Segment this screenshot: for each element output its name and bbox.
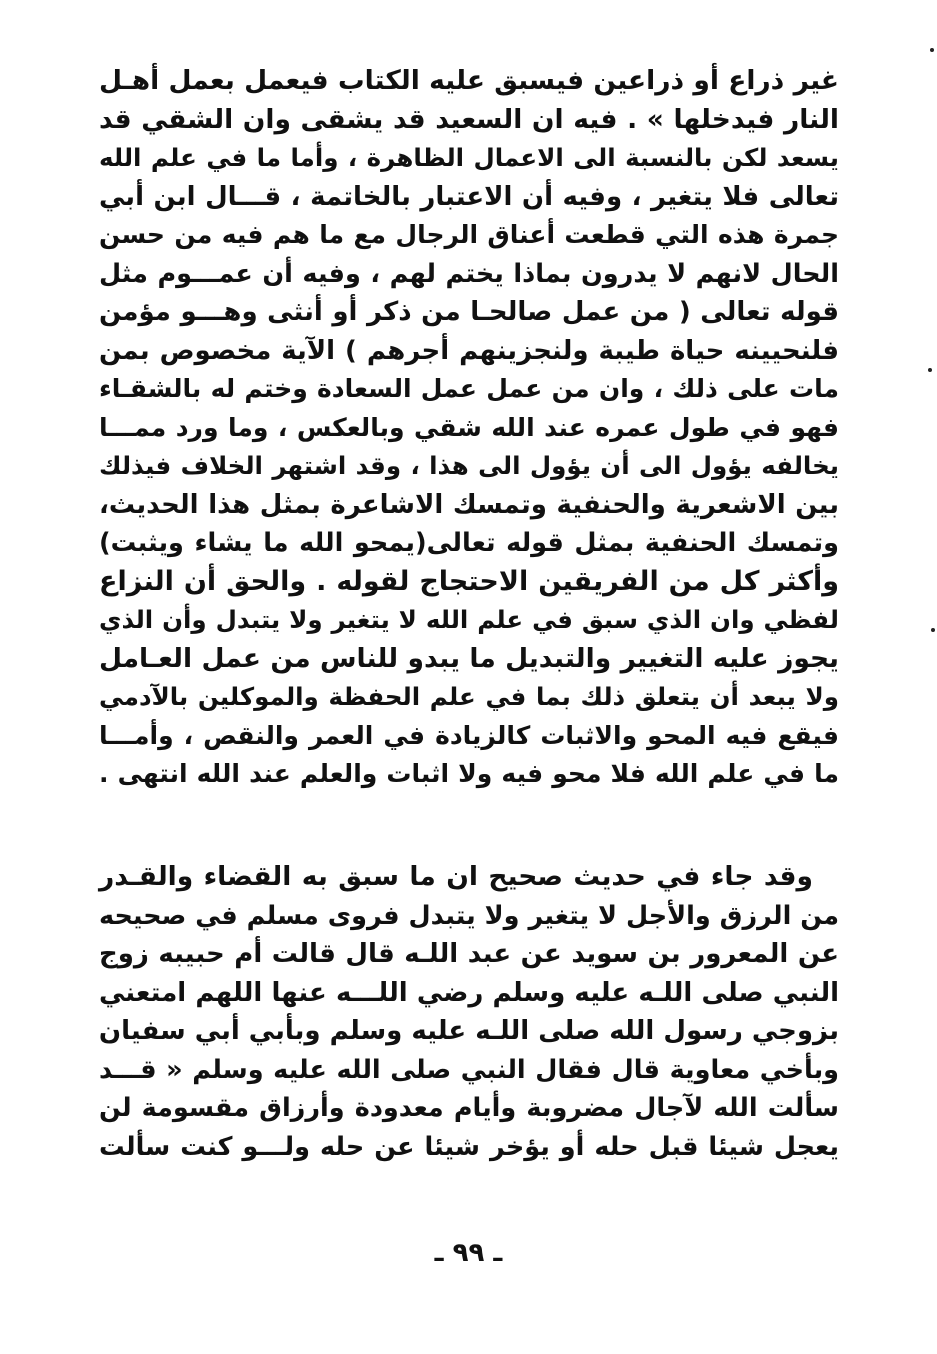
- text-line: ما في علم الله فلا محو فيه ولا اثبات والعلم عند الله انتهى .: [99, 759, 839, 788]
- paragraph-1: [99, 62, 839, 794]
- text-line: قوله تعالى ( من عمل صالحـا من ذكر أو أنثى وهـــو مؤمن: [99, 297, 839, 327]
- text-line: يخالفه يؤول الى أن يؤول الى هذا ، وقد اشتهر الخلاف فيذلك: [99, 451, 839, 480]
- text-line: يسعد لكن بالنسبة الى الاعمال الظاهرة ، وأما ما في علم الله: [99, 143, 839, 172]
- scan-speck: [928, 368, 932, 372]
- text-line: النار فيدخلها » . فيه ان السعيد قد يشقى وان الشقي قد: [99, 103, 839, 135]
- text-line: جمرة هذه التي قطعت أعناق الرجال مع ما هم فيه من حسن: [99, 220, 839, 249]
- scan-speck: [931, 628, 935, 632]
- text-line: من الرزق والأجل لا يتغير ولا يتبدل فروى مسلم في صحيحه: [99, 900, 839, 931]
- paragraph-2: [99, 858, 839, 1166]
- text-line: تعالى فلا يتغير ، وفيه أن الاعتبار بالخاتمة ، قـــال ابن أبي: [99, 181, 839, 212]
- text-line: وبأخي معاوية قال فقال النبي صلى الله عليه وسلم « قـــد: [99, 1054, 839, 1085]
- text-line: الحال لانهم لا يدرون بماذا يختم لهم ، وفيه أن عمـــوم مثل: [99, 258, 839, 289]
- page-number: ـ ٩٩ ـ: [434, 1238, 503, 1268]
- text-line: ولا يبعد أن يتعلق ذلك بما في علم الحفظة والموكلين بالآدمي: [99, 682, 839, 711]
- text-line: فهو في طول عمره عند الله شقي وبالعكس ، وما ورد ممـــا: [99, 412, 839, 442]
- text-line: لفظي وان الذي سبق في علم الله لا يتغير ولا يتبدل وأن الذي: [99, 605, 839, 634]
- text-line: يجوز عليه التغيير والتبديل ما يبدو للناس من عمل العـامل: [99, 642, 839, 674]
- text-line: بزوجي رسول الله صلى اللـه عليه وسلم وبأبي أبي سفيان: [98, 1016, 839, 1046]
- text-line: بين الاشعرية والحنفية وتمسك الاشاعرة بمثل هذا الحديث،: [99, 489, 839, 520]
- text-line: النبي صلى اللـه عليه وسلم رضي اللـــه عنها اللهم امتعني: [99, 977, 839, 1008]
- text-line: سألت الله لآجال مضروبة وأيام معدودة وأرزاق مقسومة لن: [99, 1093, 839, 1123]
- text-line: وتمسك الحنفية بمثل قوله تعالى(يمحو الله ما يشاء ويثبت): [99, 528, 839, 558]
- text-line: عن المعرور بن سويد عن عبد اللـه قال قالت أم حبيبه زوج: [99, 939, 839, 969]
- text-line: فيقع فيه المحو والاثبات كالزيادة في العمر والنقص ، وأمـــا: [99, 720, 839, 750]
- text-line: وأكثر كل من الفريقين الاحتجاج لقوله . والحق أن النزاع: [99, 565, 839, 597]
- scan-speck: [930, 48, 934, 52]
- text-line: وقد جاء في حديث صحيح ان ما سبق به القضاء والقـدر: [99, 861, 813, 892]
- text-line: فلنحيينه حياة طيبة ولنجزينهم أجرهم ) الآية مخصوص بمن: [99, 335, 839, 366]
- text-line: يعجل شيئا قبل حله أو يؤخر شيئا عن حله ولـــو كنت سألت: [99, 1131, 839, 1162]
- text-line: غير ذراع أو ذراعين فيسبق عليه الكتاب فيعمل بعمل أهـل: [99, 65, 839, 96]
- text-line: مات على ذلك ، وان من عمل عمل السعادة وختم له بالشقـاء: [99, 374, 839, 403]
